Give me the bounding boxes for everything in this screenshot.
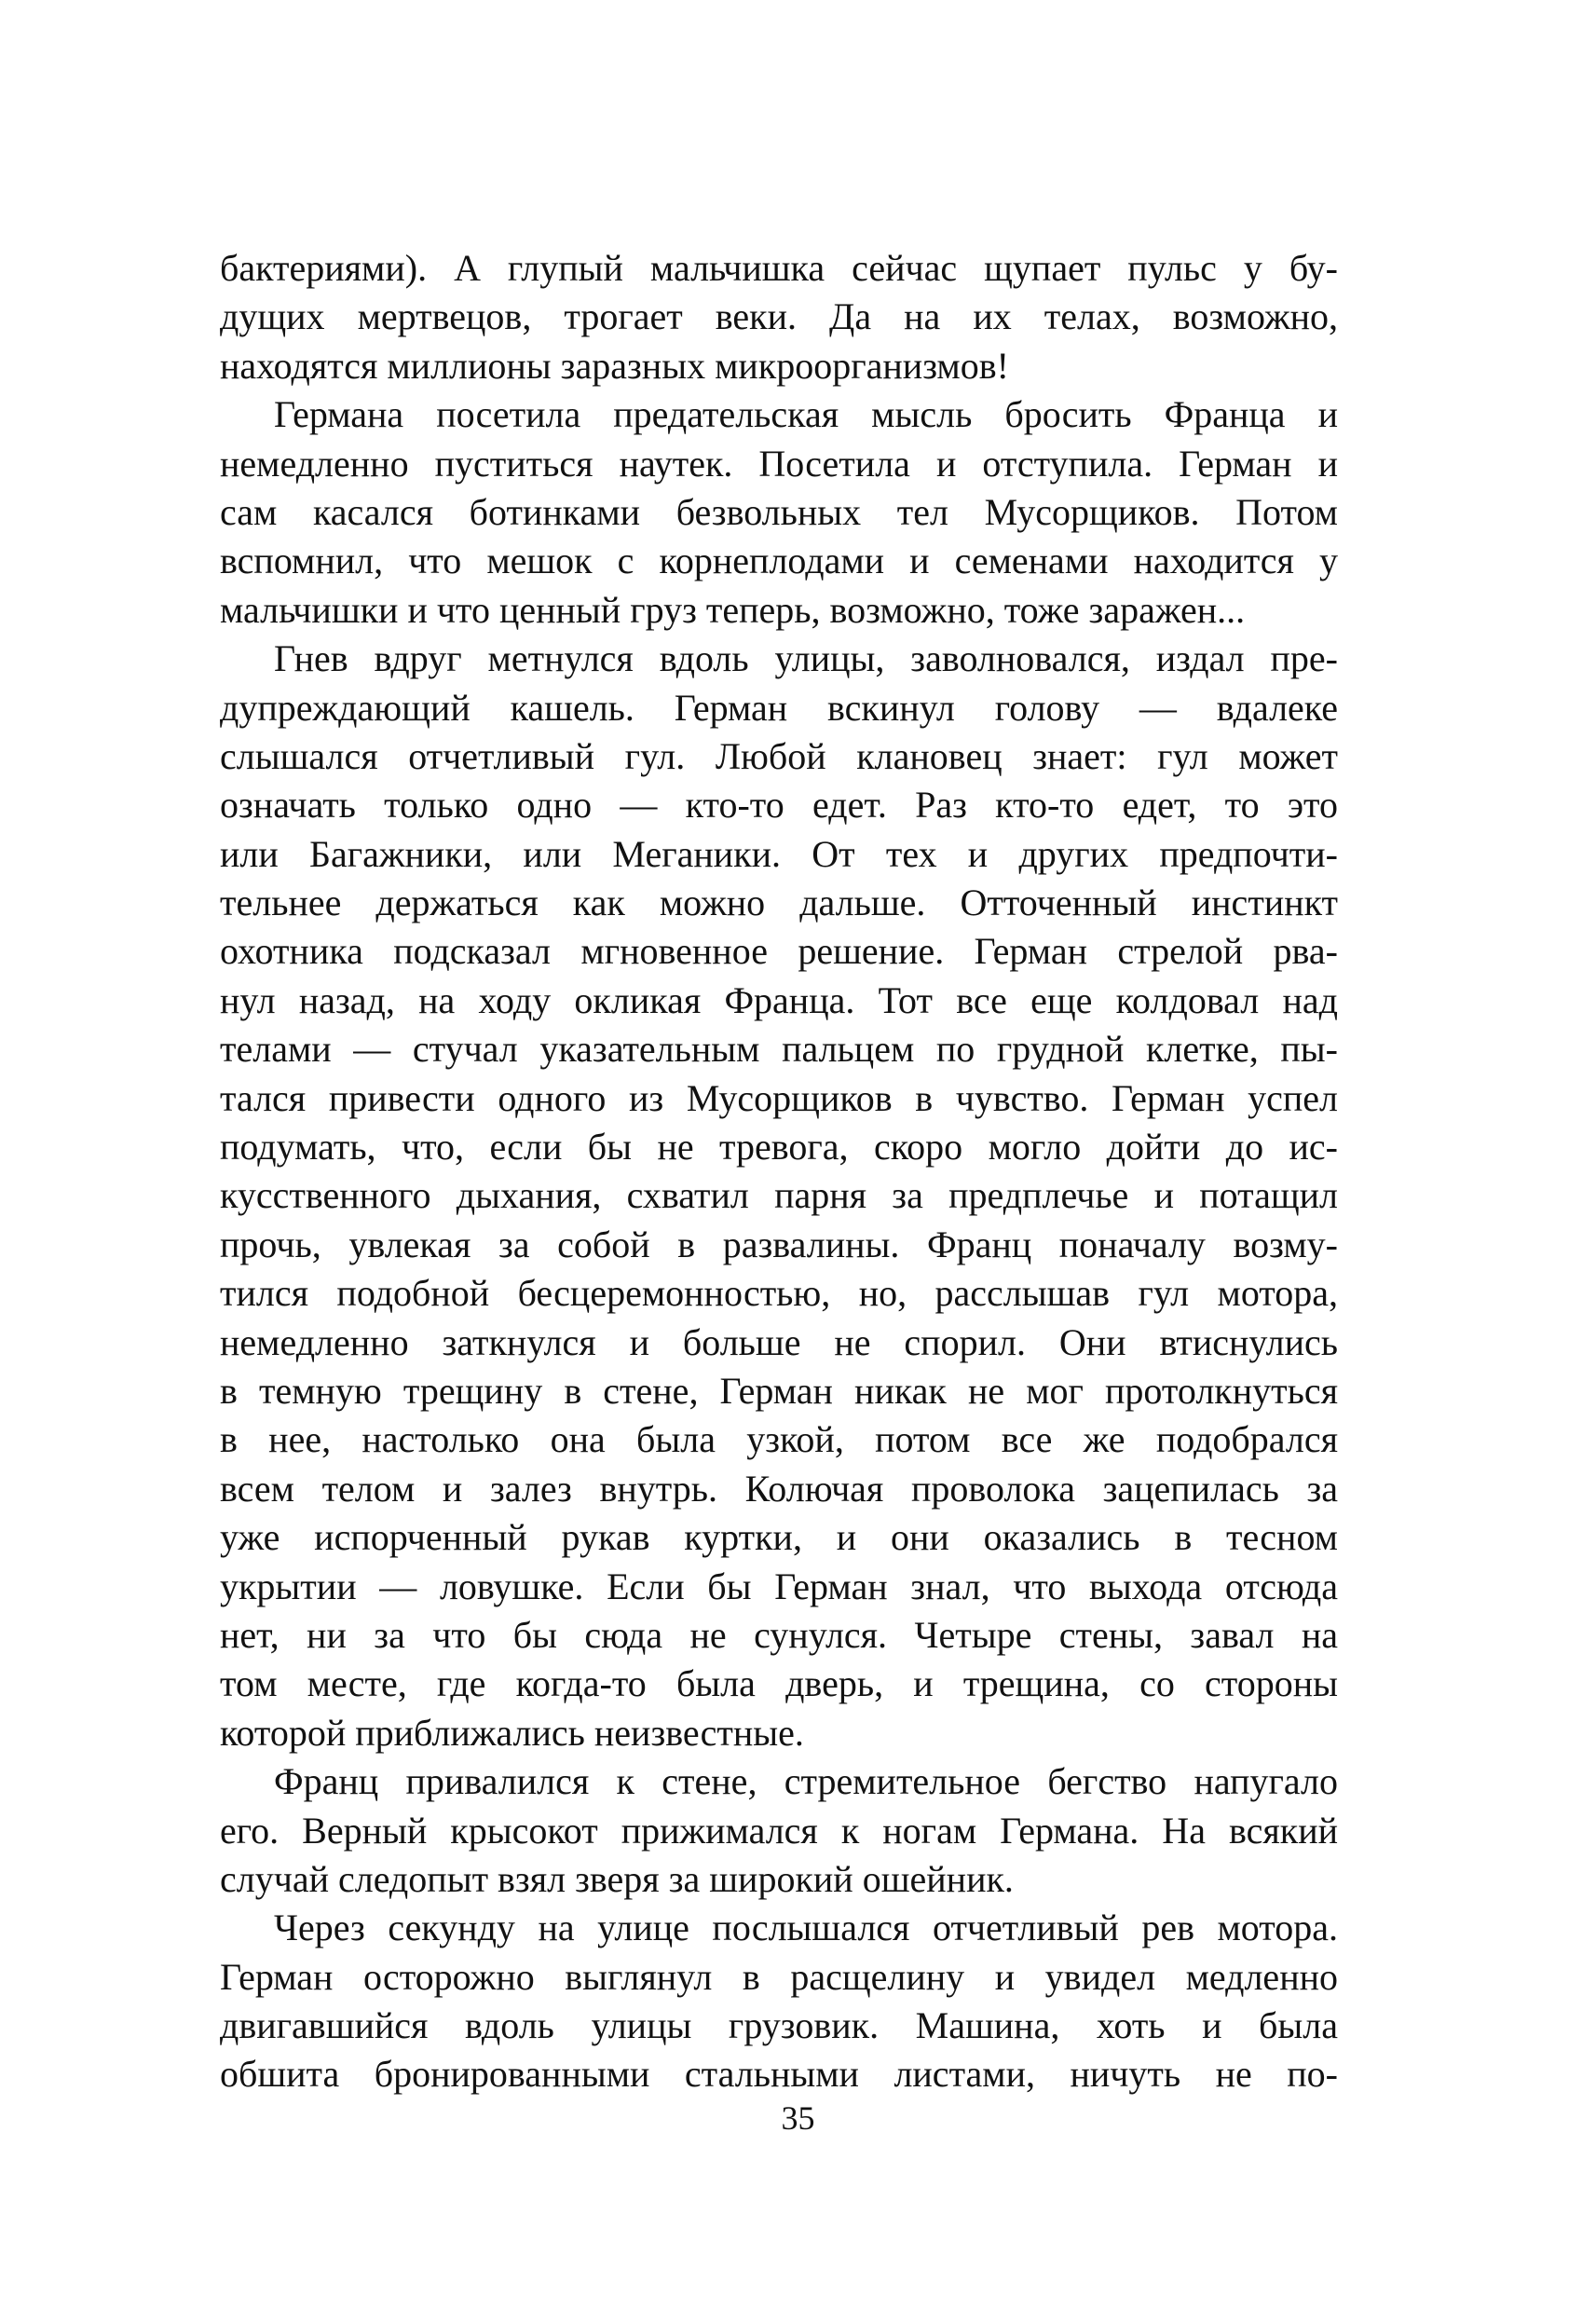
text-line: в нее, настолько она была узкой, потом все же подобрался bbox=[220, 1418, 1338, 1461]
text-line: находятся миллионы заразных микроорганизмов! bbox=[220, 344, 1009, 387]
text-line: укрытии — ловушке. Если бы Герман знал, что выхода отсюда bbox=[220, 1565, 1338, 1607]
paragraph bbox=[220, 1904, 1338, 2099]
text-line: немедленно заткнулся и больше не спорил. Они втиснулись bbox=[220, 1320, 1338, 1363]
text-line: нет, ни за что бы сюда не сунулся. Четыре стены, завал на bbox=[220, 1613, 1338, 1656]
text-line: которой приближались неизвестные. bbox=[220, 1711, 804, 1754]
text-line: телами — стучал указательным пальцем по грудной клетке, пы- bbox=[220, 1028, 1338, 1071]
text-line: Германа посетила предательская мысль бросить Франца и bbox=[274, 393, 1338, 436]
text-line: немедленно пуститься наутек. Посетила и отступила. Герман и bbox=[220, 442, 1338, 485]
text-line: подумать, что, если бы не тревога, скоро могло дойти до ис- bbox=[220, 1126, 1338, 1169]
text-line: дупреждающий кашель. Герман вскинул голову — вдалеке bbox=[220, 686, 1338, 729]
text-line: Франц привалился к стене, стремительное бегство напугало bbox=[274, 1760, 1338, 1803]
text-line: его. Верный крысокот прижимался к ногам Германа. На всякий bbox=[220, 1809, 1338, 1852]
text-line: том месте, где когда-то была дверь, и трещина, со стороны bbox=[220, 1662, 1338, 1705]
text-line: Через секунду на улице послышался отчетливый рев мотора. bbox=[274, 1907, 1338, 1949]
text-line: тался привести одного из Мусорщиков в чувство. Герман успел bbox=[220, 1076, 1338, 1119]
text-line: мальчишки и что ценный груз теперь, возможно, тоже заражен... bbox=[220, 588, 1246, 631]
text-line: прочь, увлекая за собой в развалины. Франц поначалу возму- bbox=[220, 1223, 1338, 1265]
text-line: всем телом и залез внутрь. Колючая проволока зацепилась за bbox=[220, 1467, 1338, 1510]
text-line: случай следопыт взял зверя за широкий ошейник. bbox=[220, 1857, 1014, 1900]
text-line: нул назад, на ходу окликая Франца. Тот все еще колдовал над bbox=[220, 978, 1338, 1021]
text-line: тился подобной бесцеремонностью, но, расслышав гул мотора, bbox=[220, 1272, 1338, 1315]
text-line: тельнее держаться как можно дальше. Отточенный инстинкт bbox=[220, 882, 1338, 924]
text-line: дущих мертвецов, трогает веки. Да на их телах, возможно, bbox=[220, 295, 1338, 338]
text-line: обшита бронированными стальными листами, ничуть не по- bbox=[220, 2053, 1338, 2096]
text-line: слышался отчетливый гул. Любой клановец знает: гул может bbox=[220, 734, 1338, 777]
text-line: в темную трещину в стене, Герман никак не мог протолкнуться bbox=[220, 1369, 1338, 1412]
text-line: означать только одно — кто-то едет. Раз кто-то едет, то это bbox=[220, 784, 1338, 827]
paragraph bbox=[220, 390, 1338, 635]
text-line: вспомнил, что мешок с корнеплодами и семенами находится у bbox=[220, 540, 1338, 582]
text-line: уже испорченный рукав куртки, и они оказались в тесном bbox=[220, 1516, 1338, 1559]
paragraph bbox=[220, 244, 1338, 390]
paragraph bbox=[220, 1757, 1338, 1904]
text-line: Гнев вдруг метнулся вдоль улицы, заволновался, издал пре- bbox=[274, 637, 1338, 680]
text-line: кусственного дыхания, схватил парня за предплечье и потащил bbox=[220, 1174, 1338, 1217]
body-text bbox=[220, 244, 1338, 2099]
text-line: охотника подсказал мгновенное решение. Герман стрелой рва- bbox=[220, 930, 1338, 973]
text-line: бактериями). А глупый мальчишка сейчас щупает пульс у бу- bbox=[220, 247, 1338, 289]
text-line: двигавшийся вдоль улицы грузовик. Машина, хоть и была bbox=[220, 2004, 1338, 2047]
text-line: или Багажники, или Меганики. От тех и других предпочти- bbox=[220, 832, 1338, 875]
paragraph bbox=[220, 635, 1338, 1757]
text-line: сам касался ботинками безвольных тел Мусорщиков. Потом bbox=[220, 490, 1338, 533]
page-number: 35 bbox=[781, 2099, 815, 2137]
text-line: Герман осторожно выглянул в расщелину и увидел медленно bbox=[220, 1955, 1338, 1998]
